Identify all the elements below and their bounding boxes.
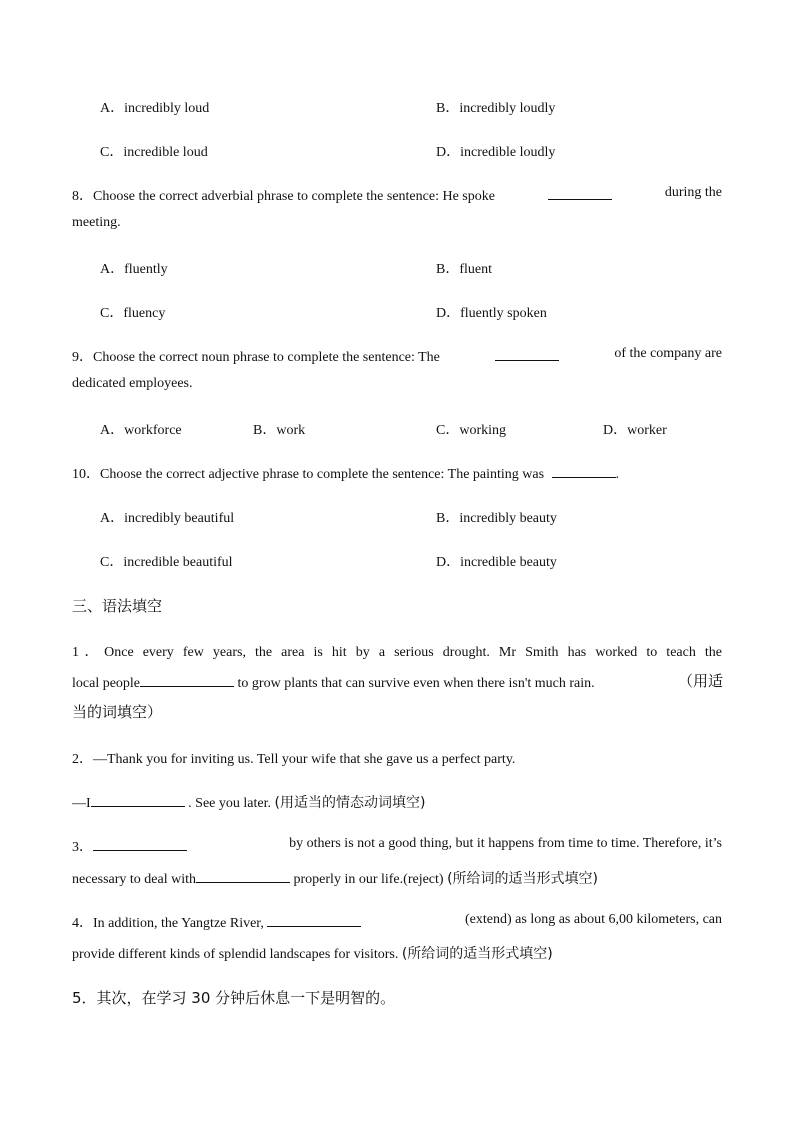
item4-instruction: (所给词的适当形式填空) (401, 946, 553, 962)
q9-option-c: C．working (436, 423, 506, 438)
item1-text-post: to grow plants that can survive even when there isn't much rain. (234, 676, 595, 691)
item3-text-post: properly in our life.(reject) (290, 872, 444, 887)
item1-line2 (72, 672, 595, 692)
q9-stem-line2: dedicated employees. (72, 376, 193, 391)
q9-answer-blank[interactable] (495, 346, 559, 361)
q10-answer-blank[interactable] (552, 463, 616, 478)
item2-line1: 2．—Thank you for inviting us. Tell your wife that she gave us a perfect party. (72, 752, 516, 767)
item1-instruction-end: 当的词填空） (72, 703, 163, 721)
q8-option-a: A．fluently (100, 262, 168, 277)
item1-instruction-start: （用适 (678, 672, 724, 690)
item4-line2 (72, 943, 553, 963)
item3-answer-blank-2[interactable] (196, 868, 290, 883)
item4-answer-blank[interactable] (267, 912, 361, 927)
item2-answer-blank[interactable] (91, 792, 185, 807)
item3-number: 3． (72, 840, 93, 855)
item1-line1: 1．Once every few years, the area is hit by a serious drought. Mr Smith has worked to teach the (72, 645, 722, 660)
item2-text-pre: —I (72, 796, 91, 811)
q8-option-d: D．fluently spoken (436, 306, 547, 321)
item1-answer-blank[interactable] (140, 672, 234, 687)
q8-stem-line2: meeting. (72, 215, 121, 230)
q9-stem-text: 9．Choose the correct noun phrase to complete the sentence: The (72, 350, 440, 365)
item3-line2 (72, 868, 598, 888)
item4-text-pre: 4．In addition, the Yangtze River, (72, 916, 264, 931)
item1-text-pre: local people (72, 676, 141, 691)
item2-instruction: (用适当的情态动词填空) (274, 795, 426, 811)
q10-option-b: B．incredibly beauty (436, 511, 557, 526)
item2-line2 (72, 792, 425, 812)
q10-option-c: C．incredible beautiful (100, 555, 233, 570)
q8-answer-blank[interactable] (548, 185, 612, 200)
q9-stem-line1 (72, 346, 722, 366)
q7-option-c: C．incredible loud (100, 145, 208, 160)
q10-option-d: D．incredible beauty (436, 555, 557, 570)
q7-option-d: D．incredible loudly (436, 145, 556, 160)
item3-text-pre: necessary to deal with (72, 872, 197, 887)
q9-option-d: D．worker (603, 423, 667, 438)
q9-option-b: B．work (253, 423, 306, 438)
q10-stem-text: 10．Choose the correct adjective phrase to complete the sentence: The painting was (72, 467, 545, 482)
item3-answer-blank-1[interactable] (93, 836, 187, 851)
q7-option-b: B．incredibly loudly (436, 101, 556, 116)
q9-option-a: A．workforce (100, 423, 182, 438)
q10-stem-tail: . (615, 467, 620, 482)
item3-instruction: (所给词的适当形式填空) (447, 871, 598, 887)
item4-line1 (72, 912, 722, 932)
item4-text: provide different kinds of splendid landscapes for visitors. (72, 947, 399, 962)
q10-stem-line1 (72, 463, 619, 483)
q8-stem-tail: during the (664, 185, 722, 200)
q7-option-a: A．incredibly loud (100, 101, 210, 116)
item4-text-post: (extend) as long as about 6,00 kilometers, can (465, 912, 722, 927)
item3-line1 (72, 836, 722, 856)
item5-text: 5．其次，在学习 30 分钟后休息一下是明智的。 (72, 989, 396, 1007)
q8-option-b: B．fluent (436, 262, 492, 277)
q8-option-c: C．fluency (100, 306, 166, 321)
q8-stem-text: 8．Choose the correct adverbial phrase to complete the sentence: He spoke (72, 189, 495, 204)
q10-option-a: A．incredibly beautiful (100, 511, 235, 526)
section-heading: 三、语法填空 (72, 597, 163, 615)
q8-stem-line1 (72, 185, 722, 205)
item2-text-post: . See you later. (184, 796, 271, 811)
q9-stem-tail: of the company are (614, 346, 722, 361)
item3-text: by others is not a good thing, but it happens from time to time. Therefore, it’s (289, 836, 722, 851)
